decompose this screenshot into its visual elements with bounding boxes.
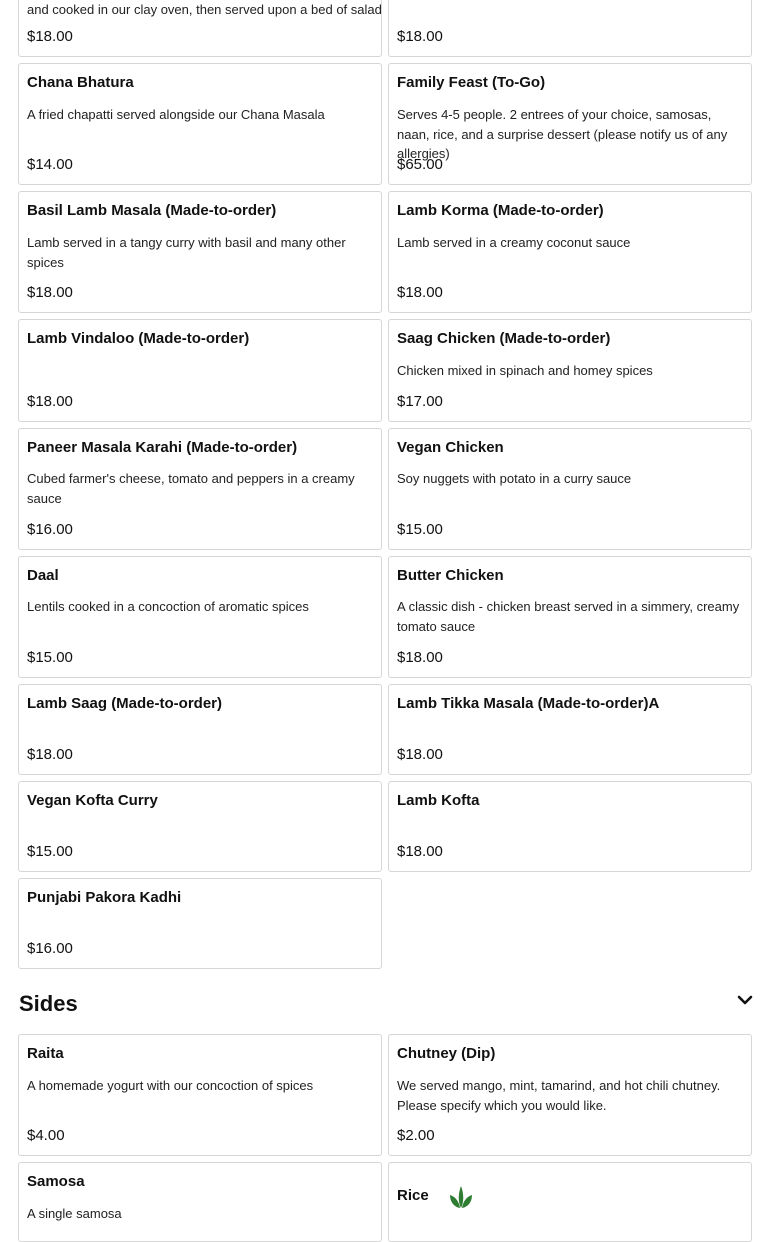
menu-item-card[interactable] (388, 684, 752, 775)
menu-item-price: $15.00 (27, 649, 73, 666)
menu-item-card[interactable] (388, 191, 752, 313)
menu-item-name: Chutney (Dip) (397, 1045, 496, 1062)
menu-item-price: $15.00 (397, 521, 443, 538)
menu-item-card[interactable] (18, 191, 382, 313)
menu-item-card[interactable] (18, 684, 382, 775)
menu-item-price: $18.00 (397, 843, 443, 860)
menu-item-card[interactable] (18, 556, 382, 678)
menu-item-description: Lentils cooked in a concoction of aromatic spices (27, 599, 309, 614)
menu-item-card[interactable] (388, 1162, 752, 1242)
menu-item-name: Lamb Vindaloo (Made-to-order) (27, 330, 250, 347)
menu-item-name: Butter Chicken (397, 567, 504, 584)
menu-item-description: and cooked in our clay oven, then served upon a bed of salad (27, 2, 382, 17)
menu-item-card[interactable] (18, 1034, 382, 1156)
menu-item-price: $4.00 (27, 1127, 65, 1144)
menu-item-description: A homemade yogurt with our concoction of spices (27, 1078, 314, 1093)
menu-item-price: $18.00 (27, 284, 73, 301)
menu-item-price: $17.00 (397, 393, 443, 410)
menu-item-card[interactable] (388, 428, 752, 550)
section-title-sides: Sides (19, 991, 78, 1016)
menu-item-card[interactable] (388, 319, 752, 422)
menu-item-price: $18.00 (27, 393, 73, 410)
menu-item-card[interactable] (388, 0, 752, 57)
menu-item-name: Rice (397, 1187, 429, 1204)
menu-item-description: Lamb served in a tangy curry with basil and many other spices (27, 235, 346, 270)
menu-item-description: Serves 4-5 people. 2 entrees of your choice, samosas, naan, rice, and a surprise dessert (please notify us of any allergies) (397, 107, 728, 161)
menu-item-card[interactable] (388, 781, 752, 872)
menu-item-price: $16.00 (27, 521, 73, 538)
menu-item-price: $18.00 (397, 284, 443, 301)
menu-item-card[interactable] (388, 63, 752, 185)
menu-item-card[interactable] (18, 428, 382, 550)
menu-item-price: $18.00 (397, 28, 443, 45)
menu-item-price: $18.00 (397, 746, 443, 763)
menu-item-card[interactable] (18, 319, 382, 422)
menu-item-price: $14.00 (27, 156, 73, 173)
menu-item-name: Daal (27, 567, 59, 584)
menu-item-name: Punjabi Pakora Kadhi (27, 889, 182, 906)
menu-item-name: Family Feast (To-Go) (397, 74, 546, 91)
menu-item-price: $16.00 (27, 940, 73, 957)
menu-item-card[interactable] (18, 781, 382, 872)
menu-item-name: Samosa (27, 1173, 85, 1190)
menu-item-description: A single samosa (27, 1206, 122, 1221)
menu-item-price: $18.00 (27, 28, 73, 45)
menu-item-price: $18.00 (397, 649, 443, 666)
menu-item-description: Cubed farmer's cheese, tomato and peppers in a creamy sauce (27, 471, 355, 506)
menu-item-card[interactable] (388, 556, 752, 678)
menu-item-price: $18.00 (27, 746, 73, 763)
menu-item-description: A classic dish - chicken breast served in a simmery, creamy tomato sauce (397, 599, 740, 634)
menu-item-description: Lamb served in a creamy coconut sauce (397, 235, 631, 250)
menu-item-description: We served mango, mint, tamarind, and hot chili chutney. Please specify which you would like. (397, 1078, 721, 1113)
menu-item-price: $65.00 (397, 156, 443, 173)
menu-item-price: $15.00 (27, 843, 73, 860)
vegetarian-leaf-icon (447, 1182, 475, 1210)
menu-item-name: Chana Bhatura (27, 74, 134, 91)
menu-item-name: Vegan Kofta Curry (27, 792, 158, 809)
menu-item-description: Chicken mixed in spinach and homey spices (397, 363, 653, 378)
menu-item-card[interactable] (18, 63, 382, 185)
menu-item-name: Lamb Saag (Made-to-order) (27, 695, 223, 712)
menu-item-name: Lamb Kofta (397, 792, 480, 809)
chevron-down-icon[interactable] (735, 991, 755, 1011)
menu-item-name: Vegan Chicken (397, 439, 504, 456)
menu-item-card[interactable] (18, 0, 382, 57)
menu-item-price: $2.00 (397, 1127, 435, 1144)
menu-item-name: Basil Lamb Masala (Made-to-order) (27, 202, 277, 219)
menu-item-card[interactable] (18, 1162, 382, 1242)
menu-item-name: Lamb Tikka Masala (Made-to-order)A (397, 695, 660, 712)
menu-item-name: Saag Chicken (Made-to-order) (397, 330, 611, 347)
menu-item-card[interactable] (388, 1034, 752, 1156)
menu-item-card[interactable] (18, 878, 382, 969)
menu-item-name: Lamb Korma (Made-to-order) (397, 202, 604, 219)
menu-item-name: Paneer Masala Karahi (Made-to-order) (27, 439, 298, 456)
menu-item-name: Raita (27, 1045, 64, 1062)
menu-item-description: Soy nuggets with potato in a curry sauce (397, 471, 632, 486)
menu-item-description: A fried chapatti served alongside our Chana Masala (27, 107, 325, 122)
